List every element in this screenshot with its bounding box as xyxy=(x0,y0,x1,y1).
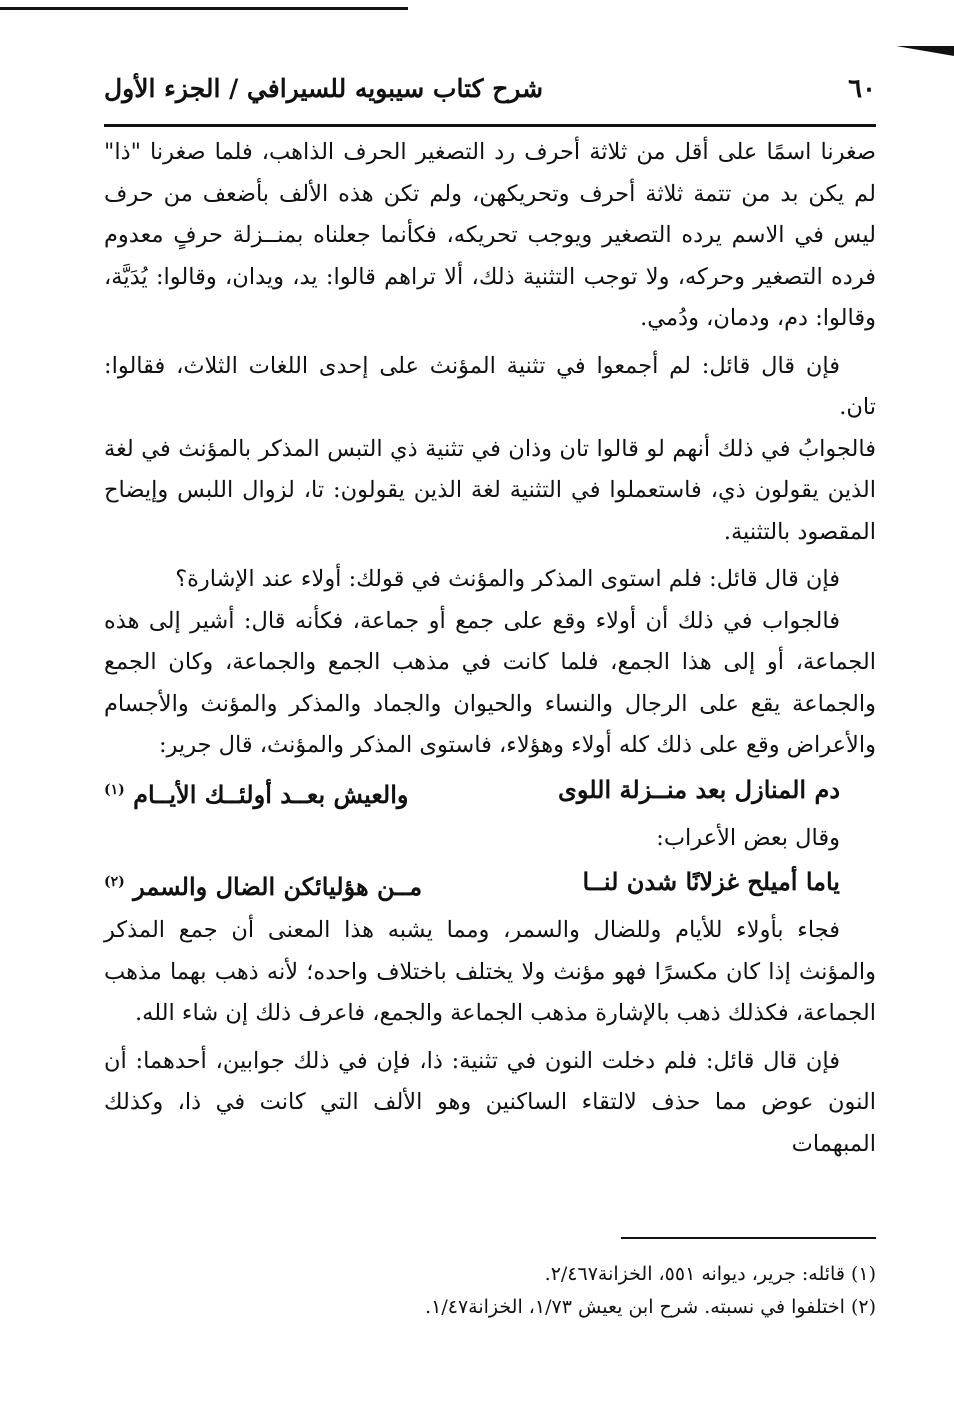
page-number: ٦٠ xyxy=(848,74,876,104)
page xyxy=(104,60,876,1165)
paragraph: فإن قال قائل: فلم استوى المذكر والمؤنث في قولك: أولاء عند الإشارة؟ xyxy=(175,566,840,592)
verse-hemistich xyxy=(104,767,434,818)
header-rule xyxy=(104,124,876,127)
verse-line xyxy=(104,859,876,910)
top-edge-rule xyxy=(0,7,408,10)
verse-hemistich-text: والعيش بعــد أولئــك الأيــام xyxy=(133,779,409,809)
main-text xyxy=(104,132,876,1165)
paragraph: فإن قال قائل: فلم دخلت النون في تثنية: ذا، فإن في ذلك جوابين، أحدهما: أن النون عوض مما حذف لالتقاء الساكنين وهو الألف التي كانت في ذا، وكذلك المبهمات xyxy=(104,1047,876,1157)
paragraph: فإن قال قائل: لم أجمعوا في تثنية المؤنث على إحدى اللغات الثلاث، فقالوا: تان. xyxy=(104,352,876,420)
footnote-marker: (٢) xyxy=(104,874,125,890)
verse-hemistich xyxy=(104,859,434,910)
footnotes xyxy=(104,1258,876,1324)
paragraph: فالجوابُ في ذلك أنهم لو قالوا تان وذان في تثنية ذي التبس المذكر بالمؤنث في لغة الذين يقولون ذي، فاستعملوا في التثنية لغة الذين يقولون: تا، لزوال اللبس وإيضاح المقصود بالتثنية. xyxy=(104,435,876,545)
footnote-marker: (١) xyxy=(104,781,125,798)
page-header xyxy=(104,60,876,130)
footnote: (٢) اختلفوا في نسبته. شرح ابن يعيش ١/٧٣، الخزانة١/٤٧. xyxy=(425,1296,876,1318)
paragraph: صغرنا اسمًا على أقل من ثلاثة أحرف رد التصغير الحرف الذاهب، فلما صغرنا "ذا" لم يكن بد من تتمة ثلاثة أحرف وتحريكهن، ولم تكن هذه الألف بأضعف من حرف ليس في الاسم يرده التصغير ويوجب تحريكه، فكأنما جعلناه بمنــزلة حرفٍ معدوم فرده التصغير وحركه، ولا توجب التثنية ذلك، ألا تراهم قالوا: يد، ويدان، وقالوا: يُدَيَّة، وقالوا: دم، ودمان، ودُمي. xyxy=(104,139,876,331)
page-corner-mark xyxy=(896,46,954,111)
paragraph: وقال بعض الأعراب: xyxy=(656,824,840,851)
verse-hemistich-text: مــن هؤليائكن الضال والسمر xyxy=(133,872,423,901)
paragraph: فالجواب في ذلك أن أولاء وقع على جمع أو جماعة، فكأنه قال: أشير إلى هذه الجماعة، أو إلى هذا الجمع، فلما كانت في مذهب الجمع والجماعة، وكان الجمع والجماعة يقع على الرجال والنساء والحيوان والجماد والمذكر والمؤنث والأجسام والأعراض وقع على ذلك كله أولاء وهؤلاء، فاستوى المذكر والمؤنث، قال جرير: xyxy=(104,607,876,758)
verse-line xyxy=(104,767,876,818)
footnote-separator xyxy=(621,1237,876,1239)
running-title: شرح كتاب سيبويه للسيرافي / الجزء الأول xyxy=(104,74,544,103)
paragraph: فجاء بأولاء للأيام وللضال والسمر، ومما يشبه هذا المعنى أن جمع المذكر والمؤنث إذا كان مكسرًا فهو مؤنث ولا يختلف باختلاف واحده؛ لأنه ذهب بهما مذهب الجماعة، فكذلك ذهب بالإشارة مذهب الجماعة والجمع، فاعرف ذلك إن شاء الله. xyxy=(104,917,876,1026)
verse-hemistich: دم المنازل بعد منــزلة اللوى xyxy=(558,774,840,804)
footnote: (١) قائله: جرير، ديوانه ٥٥١، الخزانة٢/٤٦٧. xyxy=(544,1263,876,1285)
verse-hemistich: ياما أميلح غزلانًا شدن لنــا xyxy=(582,867,840,896)
